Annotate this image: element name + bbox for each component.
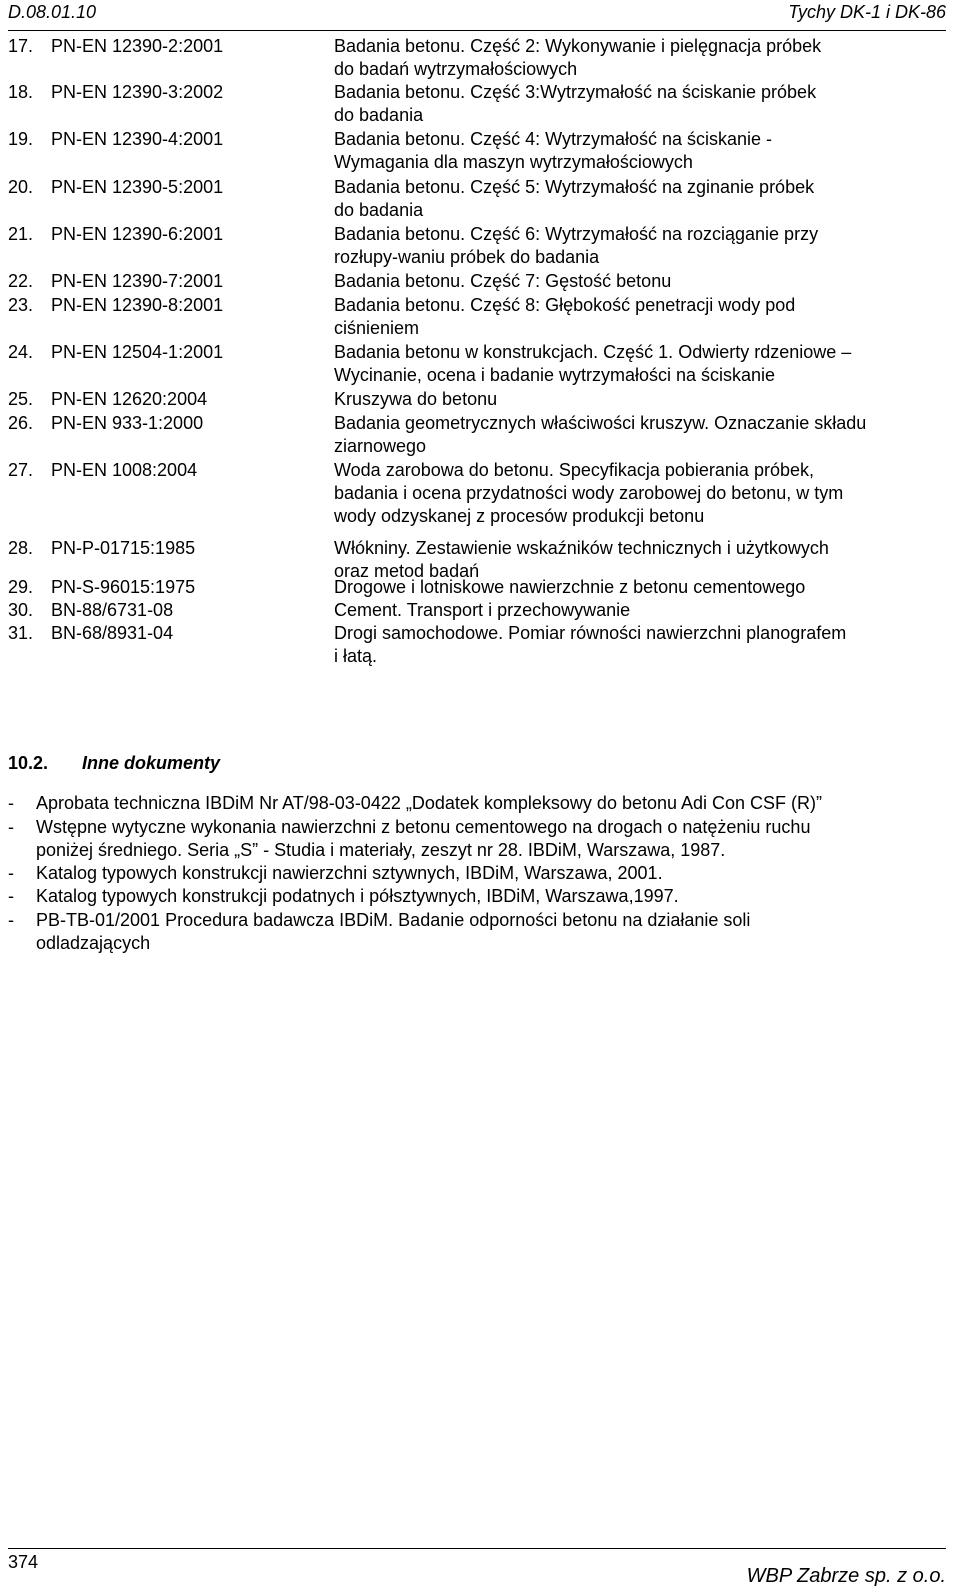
reference-title-line: rozłupy-waniu próbek do badania	[334, 247, 600, 267]
reference-code: PN-EN 12390-7:2001	[51, 271, 224, 291]
reference-title-line: Badania betonu. Część 7: Gęstość betonu	[334, 271, 672, 291]
reference-title	[334, 176, 944, 222]
reference-title	[334, 270, 944, 293]
page-number: 374	[8, 1552, 39, 1572]
reference-title-line: oraz metod badań	[334, 561, 480, 581]
reference-title-line: i łatą.	[334, 646, 378, 666]
section-title: Inne dokumenty	[82, 753, 221, 773]
reference-title	[334, 223, 944, 269]
reference-code: PN-EN 1008:2004	[51, 460, 198, 480]
reference-code: BN-88/6731-08	[51, 600, 174, 620]
reference-number: 27.	[8, 460, 34, 480]
reference-number: 31.	[8, 623, 34, 643]
reference-title	[334, 459, 944, 528]
reference-title	[334, 412, 944, 458]
bullet-dash: -	[8, 863, 14, 883]
document-text-line: PB-TB-01/2001 Procedura badawcza IBDiM. Badanie odporności betonu na działanie soli	[36, 910, 751, 930]
reference-code: PN-EN 933-1:2000	[51, 413, 204, 433]
reference-code: PN-EN 12390-2:2001	[51, 36, 224, 56]
reference-code: PN-P-01715:1985	[51, 538, 196, 558]
reference-title-line: Wymagania dla maszyn wytrzymałościowych	[334, 152, 693, 172]
page-header	[8, 0, 946, 31]
reference-title	[334, 81, 944, 127]
reference-number: 18.	[8, 82, 34, 102]
reference-code: PN-EN 12620:2004	[51, 389, 208, 409]
reference-title-line: Badania betonu. Część 3:Wytrzymałość na ściskanie próbek	[334, 82, 817, 102]
reference-title	[334, 388, 944, 411]
reference-title	[334, 128, 944, 174]
document-text-line: odladzających	[36, 933, 151, 953]
document-text	[36, 792, 936, 815]
reference-title-line: Badania betonu. Część 4: Wytrzymałość na ściskanie -	[334, 129, 773, 149]
document-text	[36, 885, 936, 908]
reference-title-line: ziarnowego	[334, 436, 427, 456]
document-code: D.08.01.10	[8, 2, 97, 22]
document-text-line: Wstępne wytyczne wykonania nawierzchni z betonu cementowego na drogach o natężeniu ruchu	[36, 817, 811, 837]
reference-title-line: badania i ocena przydatności wody zarobowej do betonu, w tym	[334, 483, 844, 503]
reference-code: BN-68/8931-04	[51, 623, 174, 643]
reference-title-line: Wycinanie, ocena i badanie wytrzymałości na ściskanie	[334, 365, 776, 385]
reference-title-line: Drogowe i lotniskowe nawierzchnie z betonu cementowego	[334, 577, 806, 597]
reference-title	[334, 599, 944, 622]
reference-title-line: wody odzyskanej z procesów produkcji betonu	[334, 506, 705, 526]
company-name: WBP Zabrze sp. z o.o.	[746, 1565, 946, 1587]
reference-code: PN-EN 12504-1:2001	[51, 342, 224, 362]
reference-title-line: Badania betonu. Część 5: Wytrzymałość na zginanie próbek	[334, 177, 815, 197]
section-heading	[8, 753, 221, 774]
bullet-dash: -	[8, 817, 14, 837]
reference-number: 19.	[8, 129, 34, 149]
reference-title-line: Kruszywa do betonu	[334, 389, 498, 409]
document-text	[36, 862, 936, 885]
bullet-dash: -	[8, 793, 14, 813]
reference-title	[334, 622, 944, 668]
reference-title-line: Cement. Transport i przechowywanie	[334, 600, 631, 620]
reference-title-line: Badania betonu. Część 2: Wykonywanie i pielęgnacja próbek	[334, 36, 822, 56]
bullet-dash: -	[8, 910, 14, 930]
document-text-line: Katalog typowych konstrukcji nawierzchni sztywnych, IBDiM, Warszawa, 2001.	[36, 863, 663, 883]
reference-title-line: Drogi samochodowe. Pomiar równości nawierzchni planografem	[334, 623, 847, 643]
reference-title-line: ciśnieniem	[334, 318, 420, 338]
reference-code: PN-EN 12390-4:2001	[51, 129, 224, 149]
document-text	[36, 816, 936, 862]
document-text-line: poniżej średniego. Seria „S” - Studia i materiały, zeszyt nr 28. IBDiM, Warszawa, 1987.	[36, 840, 726, 860]
page-footer	[8, 1548, 946, 1592]
reference-number: 20.	[8, 177, 34, 197]
reference-number: 24.	[8, 342, 34, 362]
document-text-line: Katalog typowych konstrukcji podatnych i półsztywnych, IBDiM, Warszawa,1997.	[36, 886, 679, 906]
reference-number: 30.	[8, 600, 34, 620]
reference-number: 22.	[8, 271, 34, 291]
reference-number: 21.	[8, 224, 34, 244]
reference-title	[334, 35, 944, 81]
reference-code: PN-EN 12390-8:2001	[51, 295, 224, 315]
reference-code: PN-S-96015:1975	[51, 577, 196, 597]
reference-number: 29.	[8, 577, 34, 597]
reference-title-line: do badań wytrzymałościowych	[334, 59, 578, 79]
reference-title-line: Badania geometrycznych właściwości kruszyw. Oznaczanie składu	[334, 413, 867, 433]
section-number: 10.2.	[8, 753, 49, 773]
reference-title	[334, 341, 944, 387]
reference-title-line: Woda zarobowa do betonu. Specyfikacja pobierania próbek,	[334, 460, 814, 480]
reference-code: PN-EN 12390-5:2001	[51, 177, 224, 197]
reference-number: 17.	[8, 36, 34, 56]
reference-code: PN-EN 12390-3:2002	[51, 82, 224, 102]
project-name: Tychy DK-1 i DK-86	[788, 2, 946, 22]
reference-code: PN-EN 12390-6:2001	[51, 224, 224, 244]
reference-title-line: do badania	[334, 105, 424, 125]
reference-title-line: Badania betonu. Część 6: Wytrzymałość na rozciąganie przy	[334, 224, 819, 244]
bullet-dash: -	[8, 886, 14, 906]
reference-number: 23.	[8, 295, 34, 315]
reference-number: 25.	[8, 389, 34, 409]
document-text-line: Aprobata techniczna IBDiM Nr AT/98-03-0422 „Dodatek kompleksowy do betonu Adi Con CSF (R)”	[36, 793, 823, 813]
reference-title-line: Badania betonu. Część 8: Głębokość penetracji wody pod	[334, 295, 796, 315]
document-text	[36, 909, 936, 955]
reference-title-line: do badania	[334, 200, 424, 220]
reference-title-line: Włókniny. Zestawienie wskaźników technicznych i użytkowych	[334, 538, 829, 558]
reference-number: 28.	[8, 538, 34, 558]
reference-title	[334, 294, 944, 340]
reference-title	[334, 576, 944, 599]
reference-number: 26.	[8, 413, 34, 433]
reference-title-line: Badania betonu w konstrukcjach. Część 1. Odwierty rdzeniowe –	[334, 342, 852, 362]
